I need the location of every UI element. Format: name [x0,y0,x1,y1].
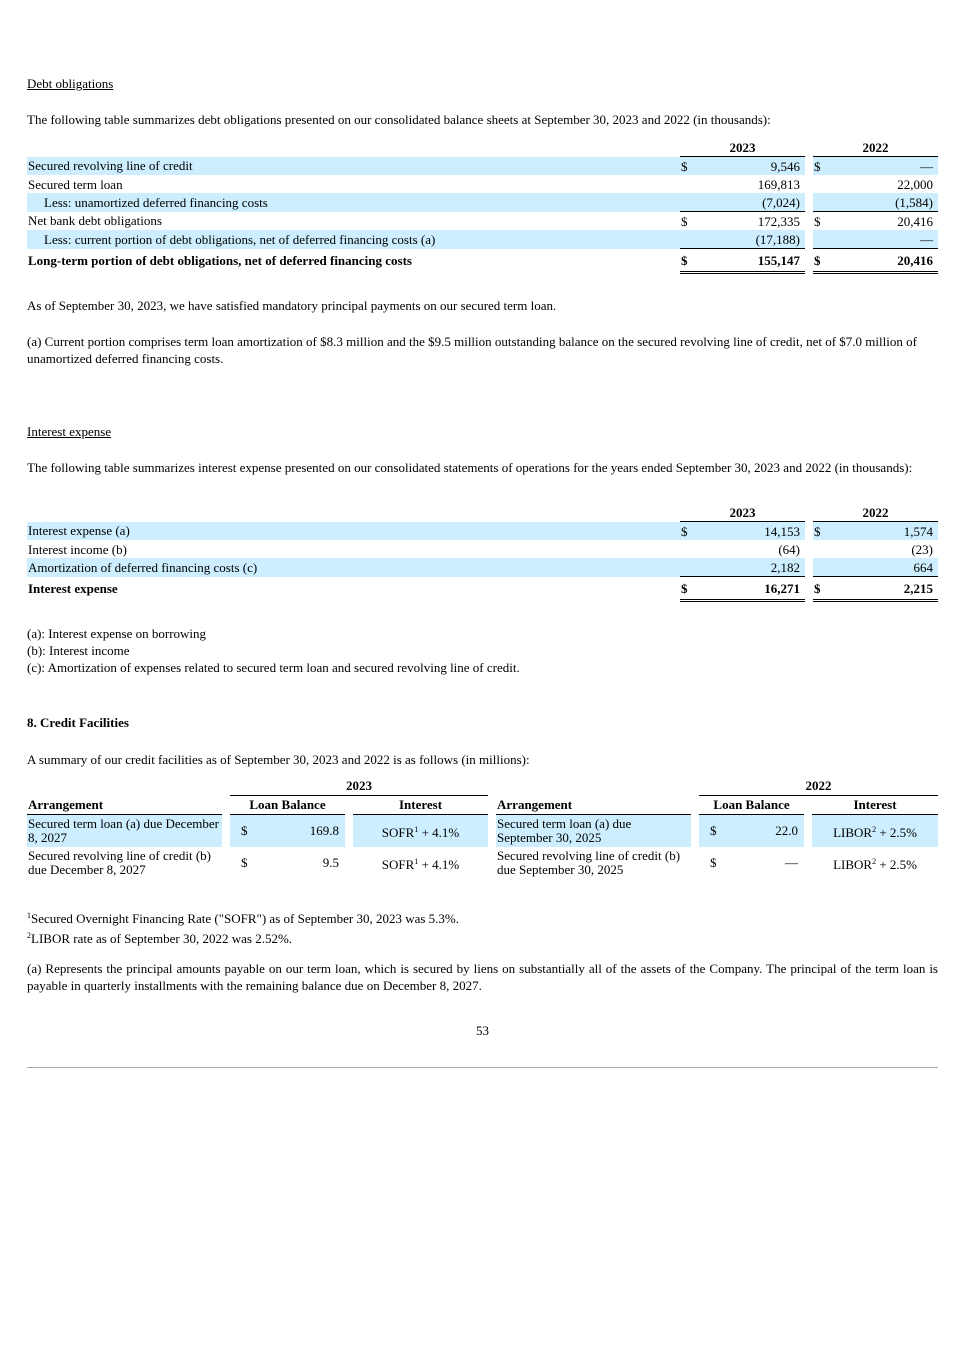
rate-name: SOFR [381,824,415,840]
currency-symbol [813,230,831,249]
currency-symbol: $ [813,522,831,541]
credit-note: (a) Represents the principal amounts payable on our term loan, which is secured by liens on substantially all of the assets of the Company. The principal of the term loan is payable in quarterly installments with the remaining balance due on December 8, 2027. [27,961,938,993]
loan-balance-cell [699,847,804,879]
footnote-c: (c): Amortization of expenses related to secured term loan and secured revolving line of credit. [27,660,520,675]
arrangement: Secured term loan (a) due September 30, 2025 [496,815,691,848]
spacer [805,577,813,601]
page-divider [27,1067,938,1068]
spacer [488,847,496,879]
arrangement: Secured revolving line of credit (b) due December 8, 2027 [28,848,212,877]
spacer [805,522,813,541]
col-arrangement: Arrangement [496,796,691,815]
currency-symbol: $ [710,855,717,870]
debt-note-2: (a) Current portion comprises term loan amortization of $8.3 million and the $9.5 million outstanding balance on the secured revolving line of credit, net of $7.0 million of unamortized deferred financing costs. [27,334,917,366]
footnote-libor [27,927,938,947]
footnote-a: (a): Interest expense on borrowing [27,626,207,641]
spacer [805,540,813,558]
currency-symbol [813,540,831,558]
year-2023: 2023 [230,777,488,796]
currency-symbol: $ [241,823,248,838]
currency-symbol [680,193,698,212]
value-2022: 22,000 [897,176,933,192]
row-label: Secured revolving line of credit [27,157,680,176]
rate-name: SOFR [381,856,415,872]
value-2023: (7,024) [698,193,805,212]
spacer [691,847,699,879]
spacer [805,249,813,273]
credit-footnotes [27,907,938,947]
facility-row [27,847,938,879]
credit-heading: 8. Credit Facilities [27,715,129,730]
value-2022: — [831,230,938,249]
col-arrangement: Arrangement [27,796,222,815]
rate-spread: + 2.5% [876,824,917,840]
currency-symbol: $ [814,213,821,229]
row-label: Less: current portion of debt obligations, net of deferred financing costs (a) [27,230,680,249]
loan-balance-cell [230,815,345,848]
footnote-marker: 2 [872,856,877,866]
row-label: Secured term loan [28,176,123,192]
rate-spread: + 4.1% [418,824,460,840]
spacer [805,230,813,249]
loan-balance-cell [230,847,345,879]
spacer [804,847,812,879]
table-row [27,157,938,176]
interest-rate [353,847,488,879]
table-row [27,193,938,212]
currency-symbol [813,175,831,193]
spacer [691,815,699,848]
loan-balance: 169.8 [309,823,339,838]
currency-symbol: $ [680,577,698,601]
interest-intro: The following table summarizes interest expense presented on our consolidated statements of operations for the years ended September 30, 2023 and 2022 (in thousands): [27,460,913,475]
row-label: Net bank debt obligations [28,213,162,229]
spacer [805,193,813,212]
footnote-marker: 2 [27,931,31,940]
value-2023: (17,188) [698,230,805,249]
spacer [222,815,230,848]
currency-symbol [813,558,831,577]
footnote-marker: 1 [27,911,31,920]
spacer [804,815,812,848]
value-2023: (64) [778,541,800,557]
footnote-marker: 1 [414,824,419,834]
currency-symbol [680,558,698,577]
currency-symbol [680,230,698,249]
currency-symbol: $ [680,249,698,273]
spacer [805,175,813,193]
credit-table-wrap [27,777,938,879]
loan-balance-cell [699,815,804,848]
value-2022: 1,574 [831,522,938,541]
col-loan-balance: Loan Balance [699,796,804,815]
currency-symbol: $ [710,823,717,838]
col-2023: 2023 [680,503,805,522]
spacer [345,847,353,879]
value-2023: 9,546 [698,157,805,176]
interest-rate [812,815,938,848]
debt-note-1: As of September 30, 2023, we have satisfied mandatory principal payments on our secured term loan. [27,298,557,313]
debt-intro: The following table summarizes debt obligations presented on our consolidated balance sheets at September 30, 2023 and 2022 (in thousands): [27,112,771,127]
interest-table [27,503,938,602]
footnote-text: Secured Overnight Financing Rate ("SOFR") as of September 30, 2023 was 5.3%. [31,911,459,926]
spacer [805,157,813,176]
year-2022: 2022 [699,777,938,796]
currency-symbol: $ [680,522,698,541]
debt-table-wrap [27,138,938,274]
spacer [345,815,353,848]
credit-intro: A summary of our credit facilities as of September 30, 2023 and 2022 is as follows (in millions): [27,752,530,767]
currency-symbol: $ [813,577,831,601]
currency-symbol: $ [813,249,831,273]
value-2022: (1,584) [831,193,938,212]
footnote-marker: 1 [414,856,419,866]
spacer [805,212,813,231]
value-2022: 664 [831,558,938,577]
table-row [27,558,938,577]
total-row [27,577,938,601]
value-2023: 14,153 [698,522,805,541]
total-2023: 16,271 [698,577,805,601]
interest-heading: Interest expense [27,424,112,439]
table-row [27,212,938,231]
currency-symbol [680,175,698,193]
value-2022: 20,416 [897,213,933,229]
loan-balance: — [785,855,799,870]
arrangement: Secured term loan (a) due December 8, 2027 [27,815,222,848]
table-row [27,175,938,193]
table-row [27,230,938,249]
row-label: Interest expense (a) [27,522,680,541]
value-2023: 169,813 [757,176,800,192]
interest-table-wrap [27,503,938,602]
footnote-marker: 2 [872,824,877,834]
table-row [27,522,938,541]
footnote-b: (b): Interest income [27,643,130,658]
rate-spread: + 2.5% [876,856,917,872]
row-label: Less: unamortized deferred financing costs [27,193,680,212]
spacer [805,558,813,577]
col-loan-balance: Loan Balance [230,796,345,815]
col-2022: 2022 [813,138,938,157]
interest-footnotes [27,625,938,676]
debt-table [27,138,938,274]
spacer [222,847,230,879]
loan-balance: 22.0 [775,823,799,838]
interest-rate [812,847,938,879]
value-2022: — [831,157,938,176]
debt-heading: Debt obligations [27,76,114,91]
currency-symbol: $ [680,157,698,176]
currency-symbol: $ [241,855,248,870]
rate-name: LIBOR [833,824,873,840]
value-2023: 2,182 [698,558,805,577]
total-label: Interest expense [28,581,118,596]
total-row [27,249,938,273]
currency-symbol [680,540,698,558]
rate-spread: + 4.1% [418,856,460,872]
currency-symbol [813,193,831,212]
spacer [488,815,496,848]
row-label: Interest income (b) [28,541,127,557]
total-2022: 2,215 [831,577,938,601]
total-2023: 155,147 [698,249,805,273]
table-row [27,540,938,558]
page-number: 53 [476,1023,489,1038]
value-2023: 172,335 [757,213,800,229]
row-label: Amortization of deferred financing costs (c) [27,558,680,577]
facility-row [27,815,938,848]
currency-symbol: $ [681,213,688,229]
credit-table [27,777,938,879]
col-2022: 2022 [813,503,938,522]
col-interest: Interest [353,796,488,815]
col-interest: Interest [812,796,938,815]
col-2023: 2023 [680,138,805,157]
total-2022: 20,416 [831,249,938,273]
loan-balance: 9.5 [322,855,339,870]
arrangement: Secured revolving line of credit (b) due September 30, 2025 [497,848,681,877]
footnote-text: LIBOR rate as of September 30, 2022 was 2.52%. [31,931,293,946]
total-label: Long-term portion of debt obligations, net of deferred financing costs [28,253,412,268]
currency-symbol: $ [813,157,831,176]
footnote-sofr [27,907,938,927]
interest-rate [353,815,488,848]
rate-name: LIBOR [833,856,873,872]
value-2022: (23) [911,541,933,557]
